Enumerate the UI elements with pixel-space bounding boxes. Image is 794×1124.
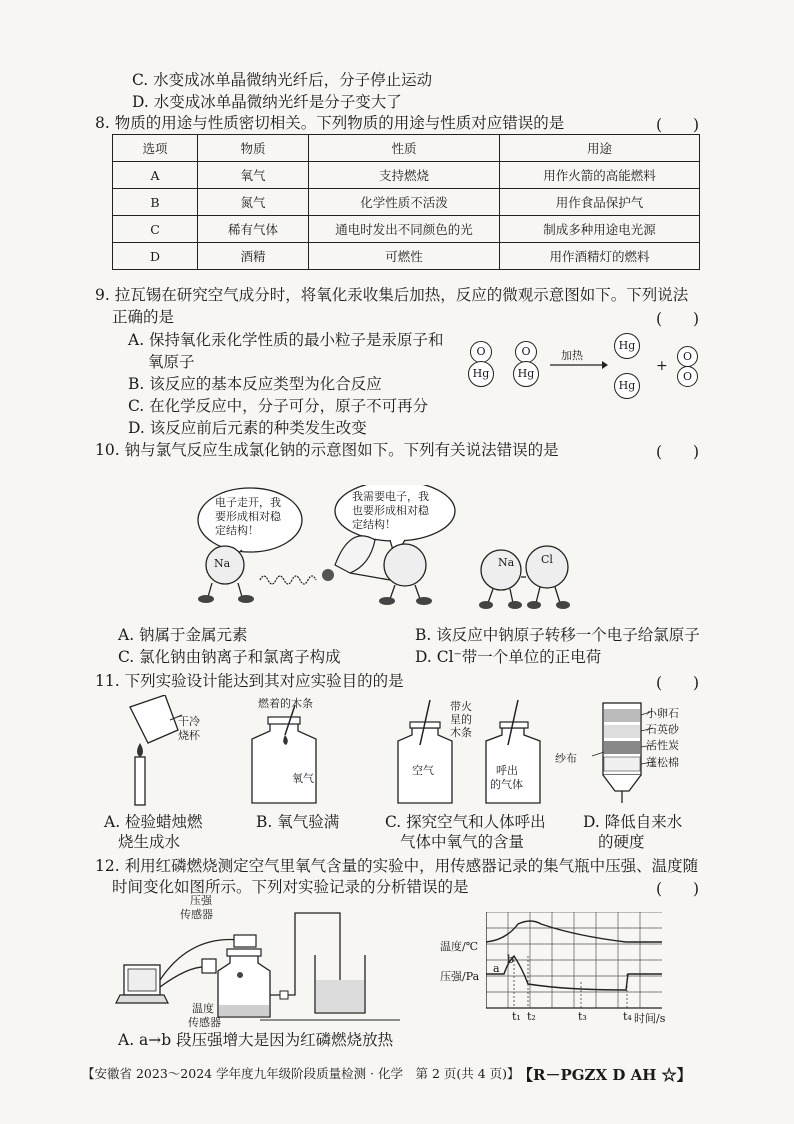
oxygen-atom: O xyxy=(677,366,698,387)
label-air: 空气 xyxy=(412,764,434,777)
label-quartz: 石英砂 xyxy=(646,723,679,736)
table-cell: 化学性质不活泼 xyxy=(309,189,500,216)
graph-point-b: b xyxy=(507,953,515,966)
bubble-text: 我需要电子，我 xyxy=(352,490,429,503)
beaker-over-candle xyxy=(130,695,182,805)
table-cell: 酒精 xyxy=(198,243,309,270)
q11-option-b: B. 氧气验满 xyxy=(256,813,340,831)
oxygen-atom: O xyxy=(470,341,492,363)
table-header-row xyxy=(113,135,700,162)
q12-sensor-graph xyxy=(486,912,662,1024)
q10-stem: 10. 钠与氯气反应生成氯化钠的示意图如下。下列有关说法错误的是 xyxy=(95,441,559,459)
label-cotton: 蓬松棉 xyxy=(646,756,679,769)
air-bottle-c xyxy=(398,700,452,803)
graph-temperature-label: 温度/℃ xyxy=(440,940,479,953)
q11-option-a: A. 检验蜡烛燃 xyxy=(104,813,203,831)
graph-tick-t4: t₄ xyxy=(623,1010,632,1023)
q12-stem-line1: 12. 利用红磷燃烧测定空气里氧气含量的实验中，用传感器记录的集气瓶中压强、温度随 xyxy=(95,857,699,875)
mercury-atom: Hg xyxy=(614,333,640,359)
label-activated-carbon: 活性炭 xyxy=(646,739,679,752)
q12-option-a: A. a→b 段压强增大是因为红磷燃烧放热 xyxy=(118,1031,394,1049)
label-glowing-stick: 木条 xyxy=(450,726,472,739)
speech-bubble-na xyxy=(215,496,281,538)
bubble-text: 电子走开，我 xyxy=(215,496,281,509)
q12-answer-paren: ( ) xyxy=(656,880,700,898)
q9-option-c: C. 在化学反应中，分子可分，原子不可再分 xyxy=(128,397,429,415)
cl-ion-label: Cl xyxy=(541,553,553,566)
table-cell: 制成多种用途电光源 xyxy=(500,216,700,243)
label-glowing-stick: 带火 xyxy=(450,700,472,713)
bubble-text: 也要形成相对稳 xyxy=(352,504,429,517)
graph-pressure-label: 压强/Pa xyxy=(440,970,480,983)
label-glowing-stick: 星的 xyxy=(450,713,472,726)
q9-option-d: D. 该反应前后元素的种类发生改变 xyxy=(128,419,367,437)
q7-option-c: C. 水变成冰单晶微纳光纤后，分子停止运动 xyxy=(132,71,433,89)
label-exhaled: 呼出 xyxy=(496,764,518,777)
table-header: 选项 xyxy=(113,135,198,162)
graph-tick-t1: t₁ xyxy=(512,1010,521,1023)
table-cell: 氮气 xyxy=(198,189,309,216)
q11-option-a-cont: 烧生成水 xyxy=(118,833,181,851)
label-pebble: 小卵石 xyxy=(646,707,679,720)
speech-bubble-cl xyxy=(352,490,429,532)
table-cell: 稀有气体 xyxy=(198,216,309,243)
table-row xyxy=(113,162,700,189)
q9-option-a-cont: 氧原子 xyxy=(148,353,195,371)
q9-stem-line2: 正确的是 xyxy=(112,308,175,326)
bubble-text: 定结构！ xyxy=(215,524,259,537)
q11-option-d: D. 降低自来水 xyxy=(583,813,683,831)
label-exhaled: 的气体 xyxy=(490,778,523,791)
table-row xyxy=(113,216,700,243)
q8-table xyxy=(112,134,700,270)
q8-answer-paren: ( ) xyxy=(656,116,700,134)
label-pressure-sensor: 压强 xyxy=(190,894,212,907)
oxygen-atom: O xyxy=(677,346,698,367)
table-cell: 氧气 xyxy=(198,162,309,189)
q12-apparatus xyxy=(110,895,410,1030)
na-atom-label: Na xyxy=(214,557,231,570)
bubble-text: 要形成相对稳 xyxy=(215,510,281,523)
na-ion-label: Na xyxy=(498,556,515,569)
footer-exam-info: 【安徽省 2023～2024 学年度九年级阶段质量检测 · 化学 第 2 页(共 4 页)】 xyxy=(82,1066,520,1081)
q9-answer-paren: ( ) xyxy=(656,310,700,328)
table-header: 物质 xyxy=(198,135,309,162)
label-burning-stick: 燃着的木条 xyxy=(258,697,313,710)
table-header: 性质 xyxy=(309,135,500,162)
graph-time-label: 时间/s xyxy=(634,1012,666,1025)
label-dry-cold: 干冷 xyxy=(178,715,200,728)
label-temperature-sensor: 传感器 xyxy=(188,1016,221,1029)
table-cell: 通电时发出不同颜色的光 xyxy=(309,216,500,243)
q9-option-b: B. 该反应的基本反应类型为化合反应 xyxy=(128,375,382,393)
mercury-atom: Hg xyxy=(513,361,539,387)
q10-option-a: A. 钠属于金属元素 xyxy=(118,626,248,644)
q9-stem-line1: 9. 拉瓦锡在研究空气成分时，将氧化汞收集后加热，反应的微观示意图如下。下列说法 xyxy=(95,286,689,304)
label-beaker: 烧杯 xyxy=(178,729,200,742)
table-cell: 用作火箭的高能燃料 xyxy=(500,162,700,189)
reaction-arrow-icon xyxy=(548,360,608,370)
mercury-atom: Hg xyxy=(614,373,640,399)
table-cell: C xyxy=(113,216,198,243)
oxygen-bottle-b xyxy=(252,705,316,803)
graph-point-a: a xyxy=(493,962,500,975)
table-cell: 用作食品保护气 xyxy=(500,189,700,216)
label-pressure-sensor: 传感器 xyxy=(180,908,213,921)
q11-stem: 11. 下列实验设计能达到其对应实验目的的是 xyxy=(95,672,404,690)
q11-option-c: C. 探究空气和人体呼出 xyxy=(385,813,546,831)
q10-option-d: D. Cl⁻带一个单位的正电荷 xyxy=(415,648,602,666)
q10-option-c: C. 氯化钠由钠离子和氯离子构成 xyxy=(118,648,341,666)
table-cell: 支持燃烧 xyxy=(309,162,500,189)
arrow-label: 加热 xyxy=(561,349,583,362)
table-row xyxy=(113,243,700,270)
table-cell: 用作酒精灯的燃料 xyxy=(500,243,700,270)
table-row xyxy=(113,189,700,216)
label-oxygen: 氧气 xyxy=(292,772,314,785)
q10-option-b: B. 该反应中钠原子转移一个电子给氯原子 xyxy=(415,626,700,644)
graph-tick-t3: t₃ xyxy=(578,1010,587,1023)
table-cell: A xyxy=(113,162,198,189)
q10-answer-paren: ( ) xyxy=(656,443,700,461)
table-cell: B xyxy=(113,189,198,216)
table-cell: 可燃性 xyxy=(309,243,500,270)
label-temperature-sensor: 温度 xyxy=(192,1002,214,1015)
table-header: 用途 xyxy=(500,135,700,162)
q11-answer-paren: ( ) xyxy=(656,674,700,692)
q7-option-d: D. 水变成冰单晶微纳光纤是分子变大了 xyxy=(132,93,402,111)
table-cell: D xyxy=(113,243,198,270)
oxygen-atom: O xyxy=(515,341,537,363)
mercury-atom: Hg xyxy=(468,361,494,387)
q9-option-a: A. 保持氧化汞化学性质的最小粒子是汞原子和 xyxy=(128,331,444,349)
q12-stem-line2: 时间变化如图所示。下列对实验记录的分析错误的是 xyxy=(112,878,469,896)
footer-exam-code: 【R－PGZX D AH ☆】 xyxy=(518,1066,692,1084)
water-purifier-d xyxy=(592,703,653,803)
q11-option-c-cont: 气体中氧气的含量 xyxy=(400,833,525,851)
plus-sign: + xyxy=(656,358,668,374)
graph-tick-t2: t₂ xyxy=(527,1010,536,1023)
q11-apparatus-figures xyxy=(120,695,680,810)
q11-option-d-cont: 的硬度 xyxy=(598,833,645,851)
bubble-text: 定结构！ xyxy=(352,518,396,531)
label-gauze: 纱布 xyxy=(555,752,577,765)
q8-stem: 8. 物质的用途与性质密切相关。下列物质的用途与性质对应错误的是 xyxy=(95,114,565,132)
